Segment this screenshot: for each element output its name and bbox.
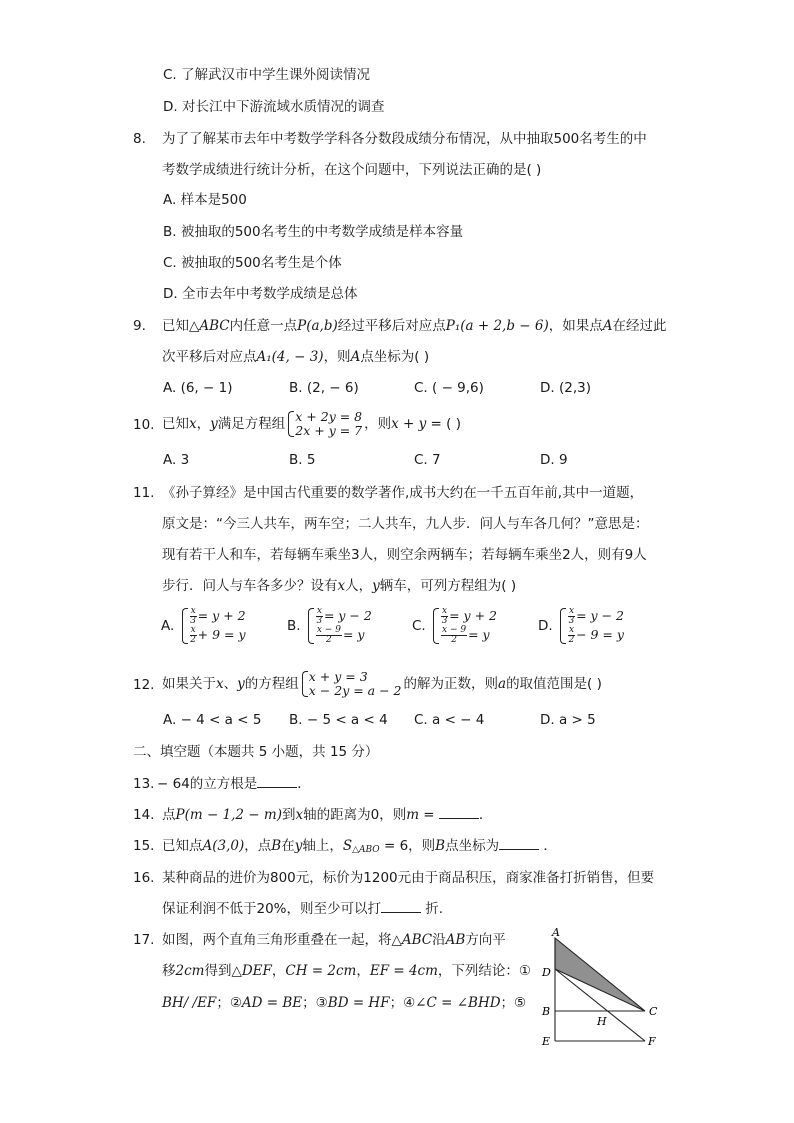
q17-text: ， [271, 963, 286, 979]
q12-eq1: x + y = 3 [308, 669, 368, 684]
q11-option-d [538, 607, 626, 645]
q15-point-b: B [271, 838, 282, 854]
q11-text: 人， [345, 578, 373, 594]
q13-number: 13. [133, 776, 155, 792]
fraction: $\frac{x - 9}{2}$ [442, 625, 467, 645]
fraction: $\frac{x}{2}$ [190, 625, 196, 645]
q14-point-p: P(m − 1,2 − m) [175, 807, 282, 823]
q15-number: 15. [133, 838, 155, 854]
q11-stem-line2: 原文是：“今三人共车，两车空；二人共车，九人步．问人与车各几何？”意思是： [162, 516, 649, 532]
q8-stem-line2: 考数学成绩进行统计分析，在这个问题中，下列说法正确的是( ) [162, 162, 542, 178]
q11-option-a [161, 607, 248, 645]
q17-text: 得到 [204, 963, 232, 979]
q15-point-b: B [435, 838, 446, 854]
q9-option-a: A. (6, − 1) [163, 380, 233, 396]
q10-option-d: D. 9 [540, 452, 568, 468]
section-heading-fill-in: 二、填空题（本题共 5 小题，共 15 分） [133, 744, 379, 760]
q17-text: 方向平 [465, 932, 506, 948]
q17-stem-line3 [162, 994, 526, 1012]
q11-option-c-system [432, 607, 497, 645]
q17-triangle-abc: △ABC [391, 932, 433, 948]
q17-ch: CH = 2cm [285, 963, 357, 979]
label-a: A [552, 926, 560, 939]
q12-option-d: D. a > 5 [540, 712, 596, 728]
label-f: F [648, 1035, 656, 1048]
q17-conclusion-4: ∠C = ∠BHD [415, 995, 501, 1011]
q11-option-a-label: A. [161, 618, 175, 634]
q11-d-row2: $\frac{x}{2}$ − 9 = y [568, 625, 624, 645]
q15-text: ． [539, 838, 557, 854]
q15-text: 点坐标为 [445, 838, 500, 854]
q10-var-y: y [210, 416, 218, 432]
q12-text: 、 [223, 676, 238, 692]
label-h: H [597, 1015, 607, 1028]
q12-option-c: C. a < − 4 [414, 712, 485, 728]
q17-text: 移 [162, 963, 176, 979]
q17-text: ； [500, 995, 515, 1011]
q14-var-m: m [406, 807, 420, 823]
q10-var-x: x [189, 416, 197, 432]
q16-text: 保证利润不低于20%，则至少可以打 [162, 901, 382, 917]
q10-option-b: B. 5 [289, 452, 316, 468]
q10-stem [162, 404, 461, 444]
q10-eq2: 2x + y = 7 [295, 423, 363, 438]
q11-a-row2: $\frac{x}{2}$ + 9 = y [190, 625, 246, 645]
q17-length: 2cm [175, 963, 205, 979]
q12-text: 的取值范围是( ) [506, 676, 602, 692]
q12-number: 12. [133, 677, 155, 693]
q11-option-b-system [307, 607, 372, 645]
q12-text: 的方程组 [244, 676, 299, 692]
q9-text: 内任意一点 [229, 318, 298, 334]
q7-option-c: C. 了解武汉市中学生课外阅读情况 [163, 67, 371, 83]
q17-stem-line1 [162, 931, 506, 949]
q12-text: 的解为正数，则 [403, 676, 498, 692]
q8-option-c: C. 被抽取的500名考生是个体 [163, 255, 342, 271]
q17-text: ； [216, 995, 230, 1011]
q12-option-b: B. − 5 < a < 4 [289, 712, 388, 728]
q12-equation-system [301, 670, 402, 698]
q10-expr: x + y [391, 416, 427, 432]
q9-option-d: D. (2,3) [540, 380, 591, 396]
q11-a-row1: $\frac{x}{3}$ = y + 2 [190, 606, 246, 626]
q17-text: ，下列结论： [437, 963, 519, 979]
q17-segment-ab: AB [445, 932, 466, 948]
q8-option-b: B. 被抽取的500名考生的中考数学成绩是样本容量 [163, 224, 464, 240]
q17-text: 如图，两个直角三角形重叠在一起，将 [162, 932, 392, 948]
q11-b-row1: $\frac{x}{3}$ = y − 2 [316, 606, 372, 626]
label-b: B [542, 1005, 551, 1018]
answer-blank[interactable] [499, 837, 539, 850]
q14-text: 到 [281, 807, 296, 823]
q17-ef: EF = 4cm [369, 963, 438, 979]
q10-equation-system [287, 410, 362, 438]
q12-var-a: a [498, 676, 507, 692]
q9-stem-line2 [162, 348, 429, 366]
q11-option-b-label: B. [287, 618, 301, 634]
q15-text: 轴上， [302, 838, 343, 854]
q11-stem-line1: 《孙子算经》是中国古代重要的数学著作,成书大约在一千五百年前,其中一道题， [162, 485, 644, 501]
q11-text: 辆车，可列方程组为( ) [379, 578, 517, 594]
q10-eq1: x + 2y = 8 [295, 409, 363, 424]
q9-point-a: A [602, 318, 613, 334]
q12-eq2: x − 2y = a − 2 [308, 683, 402, 698]
q16-number: 16. [133, 870, 155, 886]
q11-number: 11. [133, 485, 155, 501]
q16-text: 折. [421, 901, 444, 917]
fraction: $\frac{x}{3}$ [316, 606, 323, 626]
q14-text: 轴的距离为0，则 [303, 807, 407, 823]
q9-option-c: C. ( − 9,6) [414, 380, 484, 396]
q17-circled-5: ⑤ [514, 995, 527, 1011]
q15-area-s: S [342, 838, 353, 854]
q10-text: 已知 [162, 416, 189, 432]
q8-number: 8. [133, 131, 146, 147]
q9-text: 经过平移后对应点 [337, 318, 446, 334]
q8-stem-line1: 为了了解某市去年中考数学学科各分数段成绩分布情况，从中抽取500名考生的中 [162, 131, 647, 147]
q9-abc: ABC [199, 318, 230, 334]
q11-stem-line3: 现有若干人和车，若每辆车乘坐3人，则空余两辆车；若每辆车乘坐2人，则有9人 [162, 547, 647, 563]
q12-text: 如果关于 [162, 676, 216, 692]
fraction: $\frac{x - 9}{2}$ [316, 625, 341, 645]
q11-option-d-system [559, 607, 624, 645]
q10-number: 10. [133, 417, 155, 433]
fraction: $\frac{x}{3}$ [441, 606, 448, 626]
label-d: D [542, 966, 551, 979]
q17-text: ， [356, 963, 370, 979]
q17-circled-1: ① [518, 963, 532, 979]
q8-option-a: A. 样本是500 [163, 192, 247, 208]
q14-stem [162, 806, 492, 824]
q10-option-a: A. 3 [163, 452, 190, 468]
q11-option-c-label: C. [412, 618, 426, 634]
q10-option-c: C. 7 [414, 452, 441, 468]
q11-option-d-label: D. [538, 618, 553, 634]
triangle-symbol: △ [189, 318, 200, 334]
q11-stem-line4 [162, 577, 516, 595]
q9-text: ，如果点 [548, 318, 603, 334]
q16-stem-line2 [162, 900, 443, 918]
q11-c-row2: $\frac{x - 9}{2}$ = y [442, 625, 490, 645]
q9-point-a1: A₁(4, − 3) [256, 349, 324, 365]
q17-circled-3: ③ [315, 995, 328, 1011]
q11-option-c [412, 607, 499, 645]
q13-stem [157, 775, 311, 793]
q12-stem [162, 664, 602, 704]
q14-text: 点 [162, 807, 176, 823]
q9-option-b: B. (2, − 6) [289, 380, 359, 396]
q15-text: = 6，则 [379, 838, 436, 854]
q11-var-y: y [372, 578, 380, 594]
q15-text: ，点 [244, 838, 272, 854]
q9-point-p1: P₁(a + 2,b − 6) [445, 318, 549, 334]
label-c: C [649, 1005, 658, 1018]
shaded-region [555, 938, 645, 1011]
q11-option-a-system [181, 607, 246, 645]
q13-text: − 64的立方根是 [157, 776, 258, 792]
q10-text: = ( ) [426, 416, 461, 432]
q9-stem-line1 [162, 317, 666, 335]
q17-conclusion-1: BH/ /EF [162, 995, 217, 1011]
q15-area-subscript: △ABO [352, 845, 380, 855]
q17-triangle-figure [535, 925, 665, 1050]
q17-triangle-def: △DEF [231, 963, 272, 979]
q9-text: 次平移后对应点 [162, 349, 257, 365]
q12-var-x: x [216, 676, 224, 692]
fraction: $\frac{x}{3}$ [190, 606, 196, 626]
q9-point-a: A [350, 349, 361, 365]
q15-var-y: y [294, 838, 303, 854]
label-e: E [542, 1035, 551, 1048]
q10-text: ， [196, 416, 211, 432]
q14-number: 14. [133, 807, 155, 823]
q15-point-a: A(3,0) [202, 838, 245, 854]
q17-text: 沿 [432, 932, 446, 948]
q17-circled-2: ② [229, 995, 242, 1011]
q17-conclusion-2: AD = BE [241, 995, 303, 1011]
q9-number: 9. [133, 318, 146, 334]
q15-text: 在 [281, 838, 295, 854]
q11-d-row1: $\frac{x}{3}$ = y − 2 [568, 606, 624, 626]
q10-text: 满足方程组 [217, 416, 286, 432]
answer-blank[interactable] [381, 900, 421, 913]
q13-text: ． [297, 776, 311, 792]
q17-number: 17. [133, 932, 155, 948]
q9-text: 在经过此 [612, 318, 667, 334]
q11-c-row1: $\frac{x}{3}$ = y + 2 [441, 606, 497, 626]
q9-text: ，则 [323, 349, 351, 365]
q12-var-y: y [237, 676, 245, 692]
q14-var-x: x [295, 807, 304, 823]
q16-stem-line1: 某种商品的进价为800元，标价为1200元由于商品积压，商家准备打折销售，但要 [162, 870, 655, 886]
answer-blank[interactable] [257, 775, 297, 788]
q9-text: 已知 [162, 318, 189, 334]
q17-text: ； [389, 995, 404, 1011]
q12-option-a: A. − 4 < a < 5 [163, 712, 262, 728]
q15-text: 已知点 [162, 838, 203, 854]
fraction: $\frac{x}{2}$ [568, 625, 575, 645]
q8-option-d: D. 全市去年中考数学成绩是总体 [163, 286, 358, 302]
q9-text: 点坐标为( ) [360, 349, 430, 365]
q17-text: ； [302, 995, 316, 1011]
q11-var-x: x [337, 578, 346, 594]
answer-blank[interactable] [439, 806, 479, 819]
q17-stem-line2 [162, 962, 531, 980]
q14-text: ． [478, 807, 493, 823]
q14-text: = [419, 807, 439, 823]
q10-text: ，则 [364, 416, 392, 432]
q9-point-p: P(a,b) [297, 318, 338, 334]
q11-text: 步行．问人与车各多少？设有 [162, 578, 338, 594]
q15-stem [162, 837, 557, 859]
q17-conclusion-3: BD = HF [327, 995, 390, 1011]
q11-option-b [287, 607, 374, 645]
q11-b-row2: $\frac{x - 9}{2}$ = y [316, 625, 365, 645]
q17-circled-4: ④ [403, 995, 416, 1011]
q7-option-d: D. 对长江中下游流域水质情况的调查 [163, 99, 385, 115]
fraction: $\frac{x}{3}$ [568, 606, 575, 626]
